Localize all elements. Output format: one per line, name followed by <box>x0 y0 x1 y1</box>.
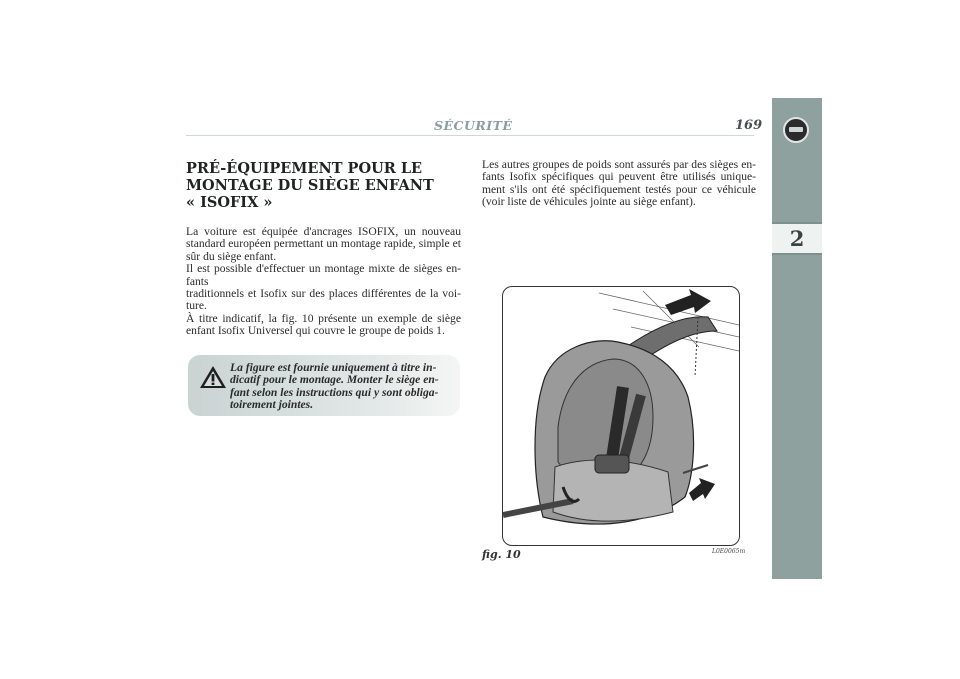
section-title <box>186 160 476 211</box>
body-paragraph: Les autres groupes de poids sont assurés par des sièges en-fants Isofix spécifiques qui peuvent être utilisés unique-ment s'ils ont été spécifiquement testés pour ce véhicule (voir liste de véhicules jointe au siège enfant). <box>482 158 756 209</box>
warning-text: La figure est fournie uniquement à titre in-dicatif pour le montage. Monter le siège en-fant selon les instructions qui y sont obliga-toirement jointes. <box>230 361 439 412</box>
body-paragraph: La voiture est équipée d'ancrages ISOFIX, un nouveau standard européen permettant un montage rapide, simple et sûr du siège enfant. <box>186 225 461 263</box>
section-title-line: PRÉ-ÉQUIPEMENT POUR LE <box>186 160 423 177</box>
body-paragraph: Il est possible d'effectuer un montage mixte de sièges en-fants <box>186 262 461 288</box>
lancia-logo-icon <box>783 117 809 143</box>
figure-code: L0E0065m <box>712 548 746 555</box>
section-title-line: MONTAGE DU SIÈGE ENFANT <box>186 177 434 194</box>
right-column-text <box>482 159 756 209</box>
chapter-side-tab <box>772 98 822 579</box>
chapter-number: 2 <box>772 222 822 255</box>
header-divider <box>186 135 754 136</box>
figure-caption: fig. 10 <box>482 548 521 561</box>
section-body <box>186 226 461 338</box>
page-number: 169 <box>735 118 763 133</box>
header-title: SÉCURITÉ <box>434 118 513 133</box>
child-seat-isofix-illustration <box>503 287 739 545</box>
body-paragraph: À titre indicatif, la fig. 10 présente un exemple de siège enfant Isofix Universel qui couvre le groupe de poids 1. <box>186 311 461 338</box>
figure-frame <box>502 286 740 546</box>
warning-box <box>188 355 460 416</box>
body-paragraph: traditionnels et Isofix sur des places différentes de la voi-ture. <box>186 287 461 313</box>
section-title-line: « ISOFIX » <box>186 194 273 211</box>
